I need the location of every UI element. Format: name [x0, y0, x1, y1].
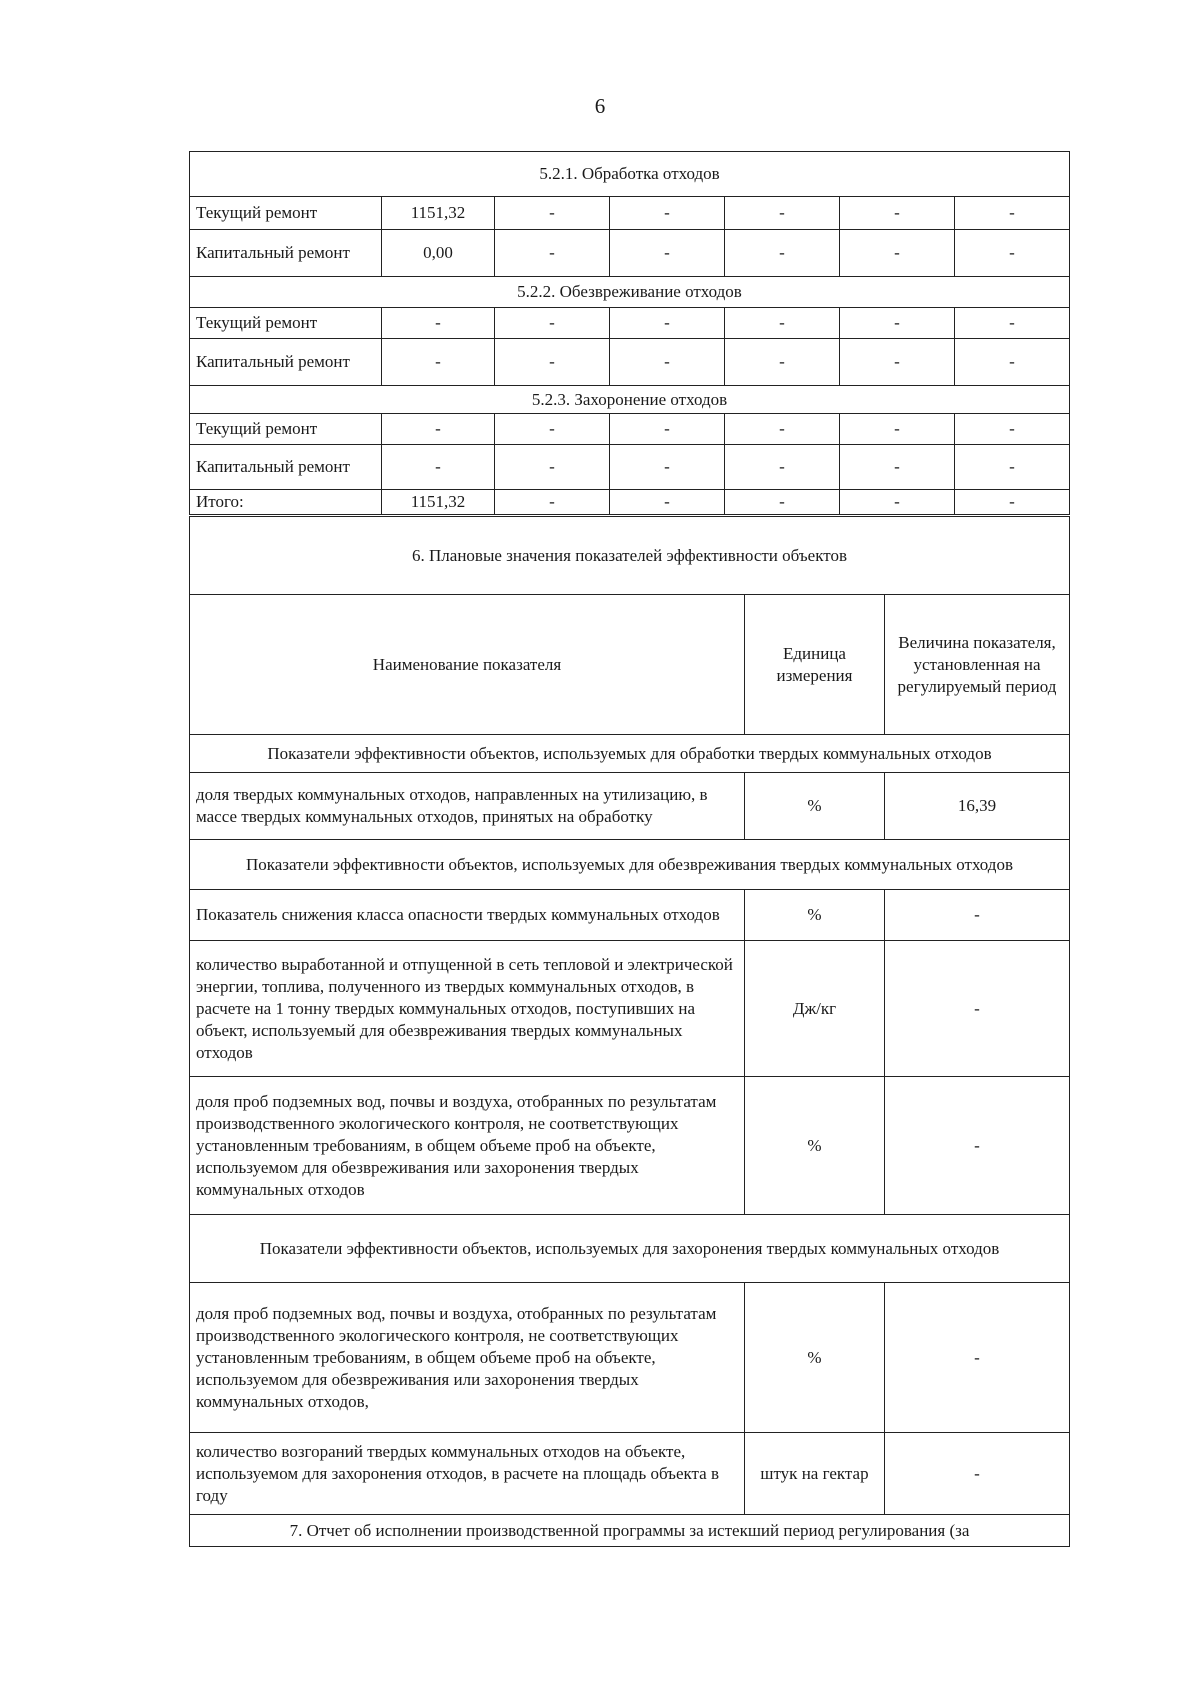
cell-value: -: [955, 445, 1070, 490]
table-row: [190, 414, 1070, 445]
section-title-neutralization: 5.2.2. Обезвреживание отходов: [190, 277, 1070, 308]
table-row: [190, 445, 1070, 490]
row-label: Капитальный ремонт: [190, 230, 382, 277]
cell-value: -: [840, 197, 955, 230]
table-row: [190, 230, 1070, 277]
cell-value: -: [610, 445, 725, 490]
indicators-title: 6. Плановые значения показателей эффективности объектов: [190, 517, 1070, 595]
cell-value: -: [495, 490, 610, 515]
cell-value: -: [840, 308, 955, 339]
indicator-value: -: [885, 890, 1070, 941]
cell-value: -: [725, 490, 840, 515]
cell-value: -: [610, 308, 725, 339]
indicator-name: Показатель снижения класса опасности твердых коммунальных отходов: [190, 890, 745, 941]
section-title-processing: 5.2.1. Обработка отходов: [190, 152, 1070, 197]
cell-value: -: [495, 414, 610, 445]
indicator-name: доля проб подземных вод, почвы и воздуха, отобранных по результатам производственного экологического контроля, не соответствующих установленным требованиям, в общем объеме проб на объекте, используемом для обезвреживания или захоронения твердых коммунальных отходов: [190, 1077, 745, 1215]
cell-value: -: [495, 445, 610, 490]
cell-value: -: [725, 308, 840, 339]
cell-value: -: [610, 230, 725, 277]
indicator-unit: %: [745, 1077, 885, 1215]
cell-value: -: [955, 197, 1070, 230]
total-label: Итого:: [190, 490, 382, 515]
table-row: [190, 1077, 1070, 1215]
header-unit: Единица измерения: [745, 595, 885, 735]
indicator-name: доля проб подземных вод, почвы и воздуха, отобранных по результатам производственного экологического контроля, не соответствующих установленным требованиям, в общем объеме проб на объекте, используемом для обезвреживания или захоронения твердых коммунальных отходов,: [190, 1283, 745, 1433]
group-title-neutralization: Показатели эффективности объектов, используемых для обезвреживания твердых коммунальных отходов: [190, 840, 1070, 890]
indicator-unit: %: [745, 1283, 885, 1433]
indicator-unit: Дж/кг: [745, 941, 885, 1077]
cell-value: -: [840, 490, 955, 515]
row-label: Текущий ремонт: [190, 308, 382, 339]
group-title-burial: Показатели эффективности объектов, используемых для захоронения твердых коммунальных отходов: [190, 1215, 1070, 1283]
cell-value: -: [840, 414, 955, 445]
repair-costs-table: [189, 151, 1070, 515]
row-label: Капитальный ремонт: [190, 445, 382, 490]
page-number: 6: [594, 94, 606, 118]
indicator-value: 16,39: [885, 773, 1070, 840]
table-row: [190, 941, 1070, 1077]
cell-value: -: [725, 230, 840, 277]
table-row: [190, 773, 1070, 840]
cell-value: -: [955, 339, 1070, 386]
cell-value: 1151,32: [382, 197, 495, 230]
cell-value: 0,00: [382, 230, 495, 277]
cell-value: -: [610, 339, 725, 386]
cell-value: -: [840, 445, 955, 490]
cell-value: -: [495, 339, 610, 386]
cell-value: -: [610, 197, 725, 230]
indicator-unit: %: [745, 773, 885, 840]
row-label: Капитальный ремонт: [190, 339, 382, 386]
cell-value: -: [610, 490, 725, 515]
table-row: [190, 1283, 1070, 1433]
cell-value: -: [725, 445, 840, 490]
cell-value: -: [495, 230, 610, 277]
cell-value: -: [725, 197, 840, 230]
table-row: [190, 890, 1070, 941]
table-row: [190, 308, 1070, 339]
cell-value: -: [955, 490, 1070, 515]
indicator-unit: штук на гектар: [745, 1433, 885, 1515]
indicator-name: количество возгораний твердых коммунальных отходов на объекте, используемом для захоронения отходов, в расчете на площадь объекта в году: [190, 1433, 745, 1515]
cell-value: -: [382, 308, 495, 339]
cell-value: -: [495, 197, 610, 230]
indicator-unit: %: [745, 890, 885, 941]
indicator-name: количество выработанной и отпущенной в сеть тепловой и электрической энергии, топлива, полученного из твердых коммунальных отходов, в расчете на 1 тонну твердых коммунальных отходов, поступивших на объект, используемый для обезвреживания твердых коммунальных отходов: [190, 941, 745, 1077]
cell-value: -: [955, 308, 1070, 339]
cell-value: -: [382, 445, 495, 490]
header-value: Величина показателя, установленная на регулируемый период: [885, 595, 1070, 735]
indicator-value: -: [885, 941, 1070, 1077]
row-label: Текущий ремонт: [190, 197, 382, 230]
cell-value: -: [955, 414, 1070, 445]
table-row: [190, 1433, 1070, 1515]
cell-value: -: [725, 414, 840, 445]
indicator-value: -: [885, 1283, 1070, 1433]
performance-indicators-table: [189, 516, 1070, 1547]
indicator-name: доля твердых коммунальных отходов, направленных на утилизацию, в массе твердых коммунальных отходов, принятых на обработку: [190, 773, 745, 840]
table-row: [190, 197, 1070, 230]
cell-value: -: [725, 339, 840, 386]
section-title-burial: 5.2.3. Захоронение отходов: [190, 386, 1070, 414]
cell-value: -: [610, 414, 725, 445]
cell-value: -: [495, 308, 610, 339]
indicator-value: -: [885, 1433, 1070, 1515]
indicator-value: -: [885, 1077, 1070, 1215]
cell-value: -: [382, 339, 495, 386]
total-row: [190, 490, 1070, 515]
section-7-title: 7. Отчет об исполнении производственной программы за истекший период регулирования (за: [190, 1515, 1070, 1547]
header-indicator-name: Наименование показателя: [190, 595, 745, 735]
table-row: [190, 339, 1070, 386]
cell-value: -: [840, 230, 955, 277]
group-title-processing: Показатели эффективности объектов, используемых для обработки твердых коммунальных отходов: [190, 735, 1070, 773]
cell-value: 1151,32: [382, 490, 495, 515]
cell-value: -: [382, 414, 495, 445]
cell-value: -: [840, 339, 955, 386]
cell-value: -: [955, 230, 1070, 277]
row-label: Текущий ремонт: [190, 414, 382, 445]
